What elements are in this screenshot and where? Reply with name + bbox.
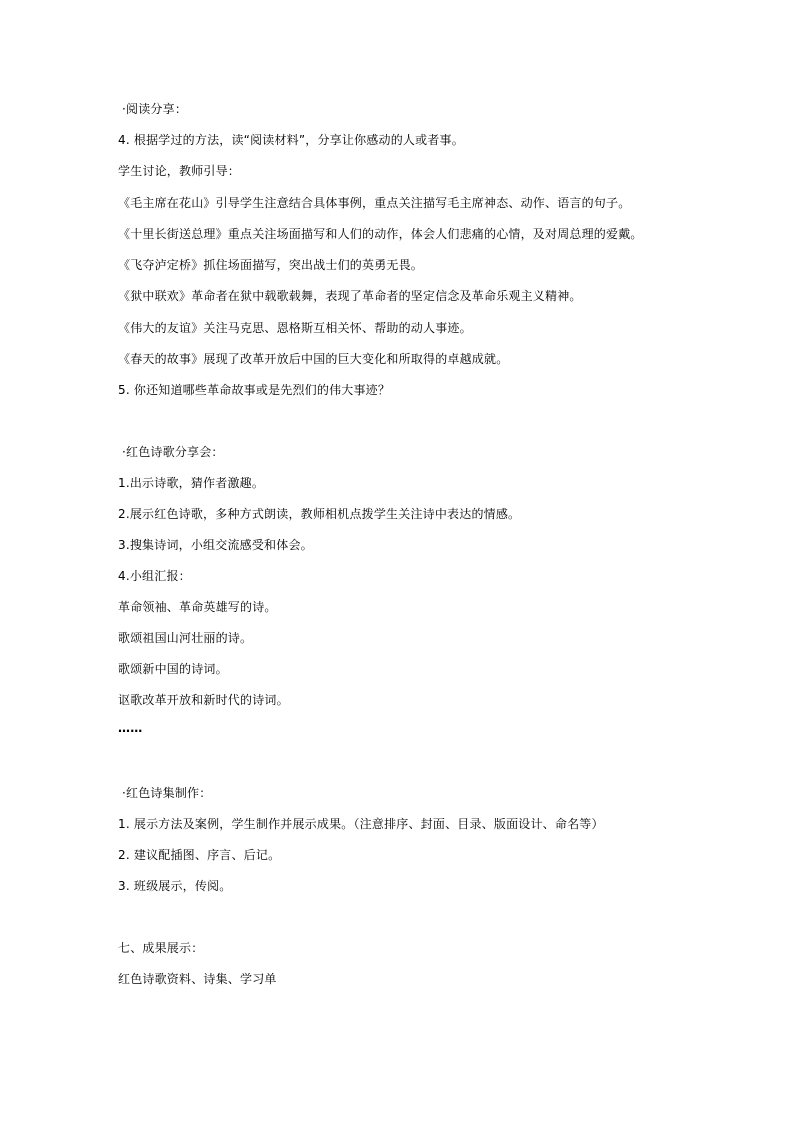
reading-item: 《飞夺泸定桥》抓住场面描写，突出战士们的英勇无畏。 xyxy=(118,258,424,272)
poetry-step: 3.搜集诗词，小组交流感受和体会。 xyxy=(118,538,313,552)
reading-item: 《春天的故事》展现了改革开放后中国的巨大变化和所取得的卓越成就。 xyxy=(118,352,509,366)
collection-step: 3. 班级展示，传阅。 xyxy=(118,879,232,893)
poetry-share-heading: ·红色诗歌分享会： xyxy=(122,445,224,459)
ellipsis: …… xyxy=(118,721,143,735)
report-item: 讴歌改革开放和新时代的诗词。 xyxy=(118,693,289,707)
reading-share-heading: ·阅读分享： xyxy=(122,102,188,116)
discussion-label: 学生讨论，教师引导： xyxy=(118,164,241,178)
collection-heading: ·红色诗集制作： xyxy=(122,786,212,800)
question-5: 5. 你还知道哪些革命故事或是先烈们的伟大事迹？ xyxy=(118,383,391,397)
results-content: 红色诗歌资料、诗集、学习单 xyxy=(118,972,277,986)
results-heading: 七、成果展示： xyxy=(118,941,204,955)
reading-item: 《十里长街送总理》重点关注场面描写和人们的动作，体会人们悲痛的心情，及对周总理的爱戴。 xyxy=(118,227,643,241)
question-4: 4. 根据学过的方法，读“阅读材料”，分享让你感动的人或者事。 xyxy=(118,133,464,147)
collection-step: 1. 展示方法及案例，学生制作并展示成果。（注意排序、封面、目录、版面设计、命名等） xyxy=(118,817,604,831)
reading-item: 《狱中联欢》革命者在狱中载歌载舞，表现了革命者的坚定信念及革命乐观主义精神。 xyxy=(118,289,582,303)
report-item: 革命领袖、革命英雄写的诗。 xyxy=(118,600,277,614)
report-item: 歌颂祖国山河壮丽的诗。 xyxy=(118,631,253,645)
reading-item: 《伟大的友谊》关注马克思、恩格斯互相关怀、帮助的动人事迹。 xyxy=(118,321,472,335)
poetry-step: 2.展示红色诗歌，多种方式朗读，教师相机点拨学生关注诗中表达的情感。 xyxy=(118,507,521,521)
poetry-step: 1.出示诗歌，猜作者激趣。 xyxy=(118,476,265,490)
reading-item: 《毛主席在花山》引导学生注意结合具体事例，重点关注描写毛主席神态、动作、语言的句子。 xyxy=(118,196,631,210)
report-item: 歌颂新中国的诗词。 xyxy=(118,662,228,676)
collection-step: 2. 建议配插图、序言、后记。 xyxy=(118,848,281,862)
poetry-step: 4.小组汇报： xyxy=(118,569,191,583)
